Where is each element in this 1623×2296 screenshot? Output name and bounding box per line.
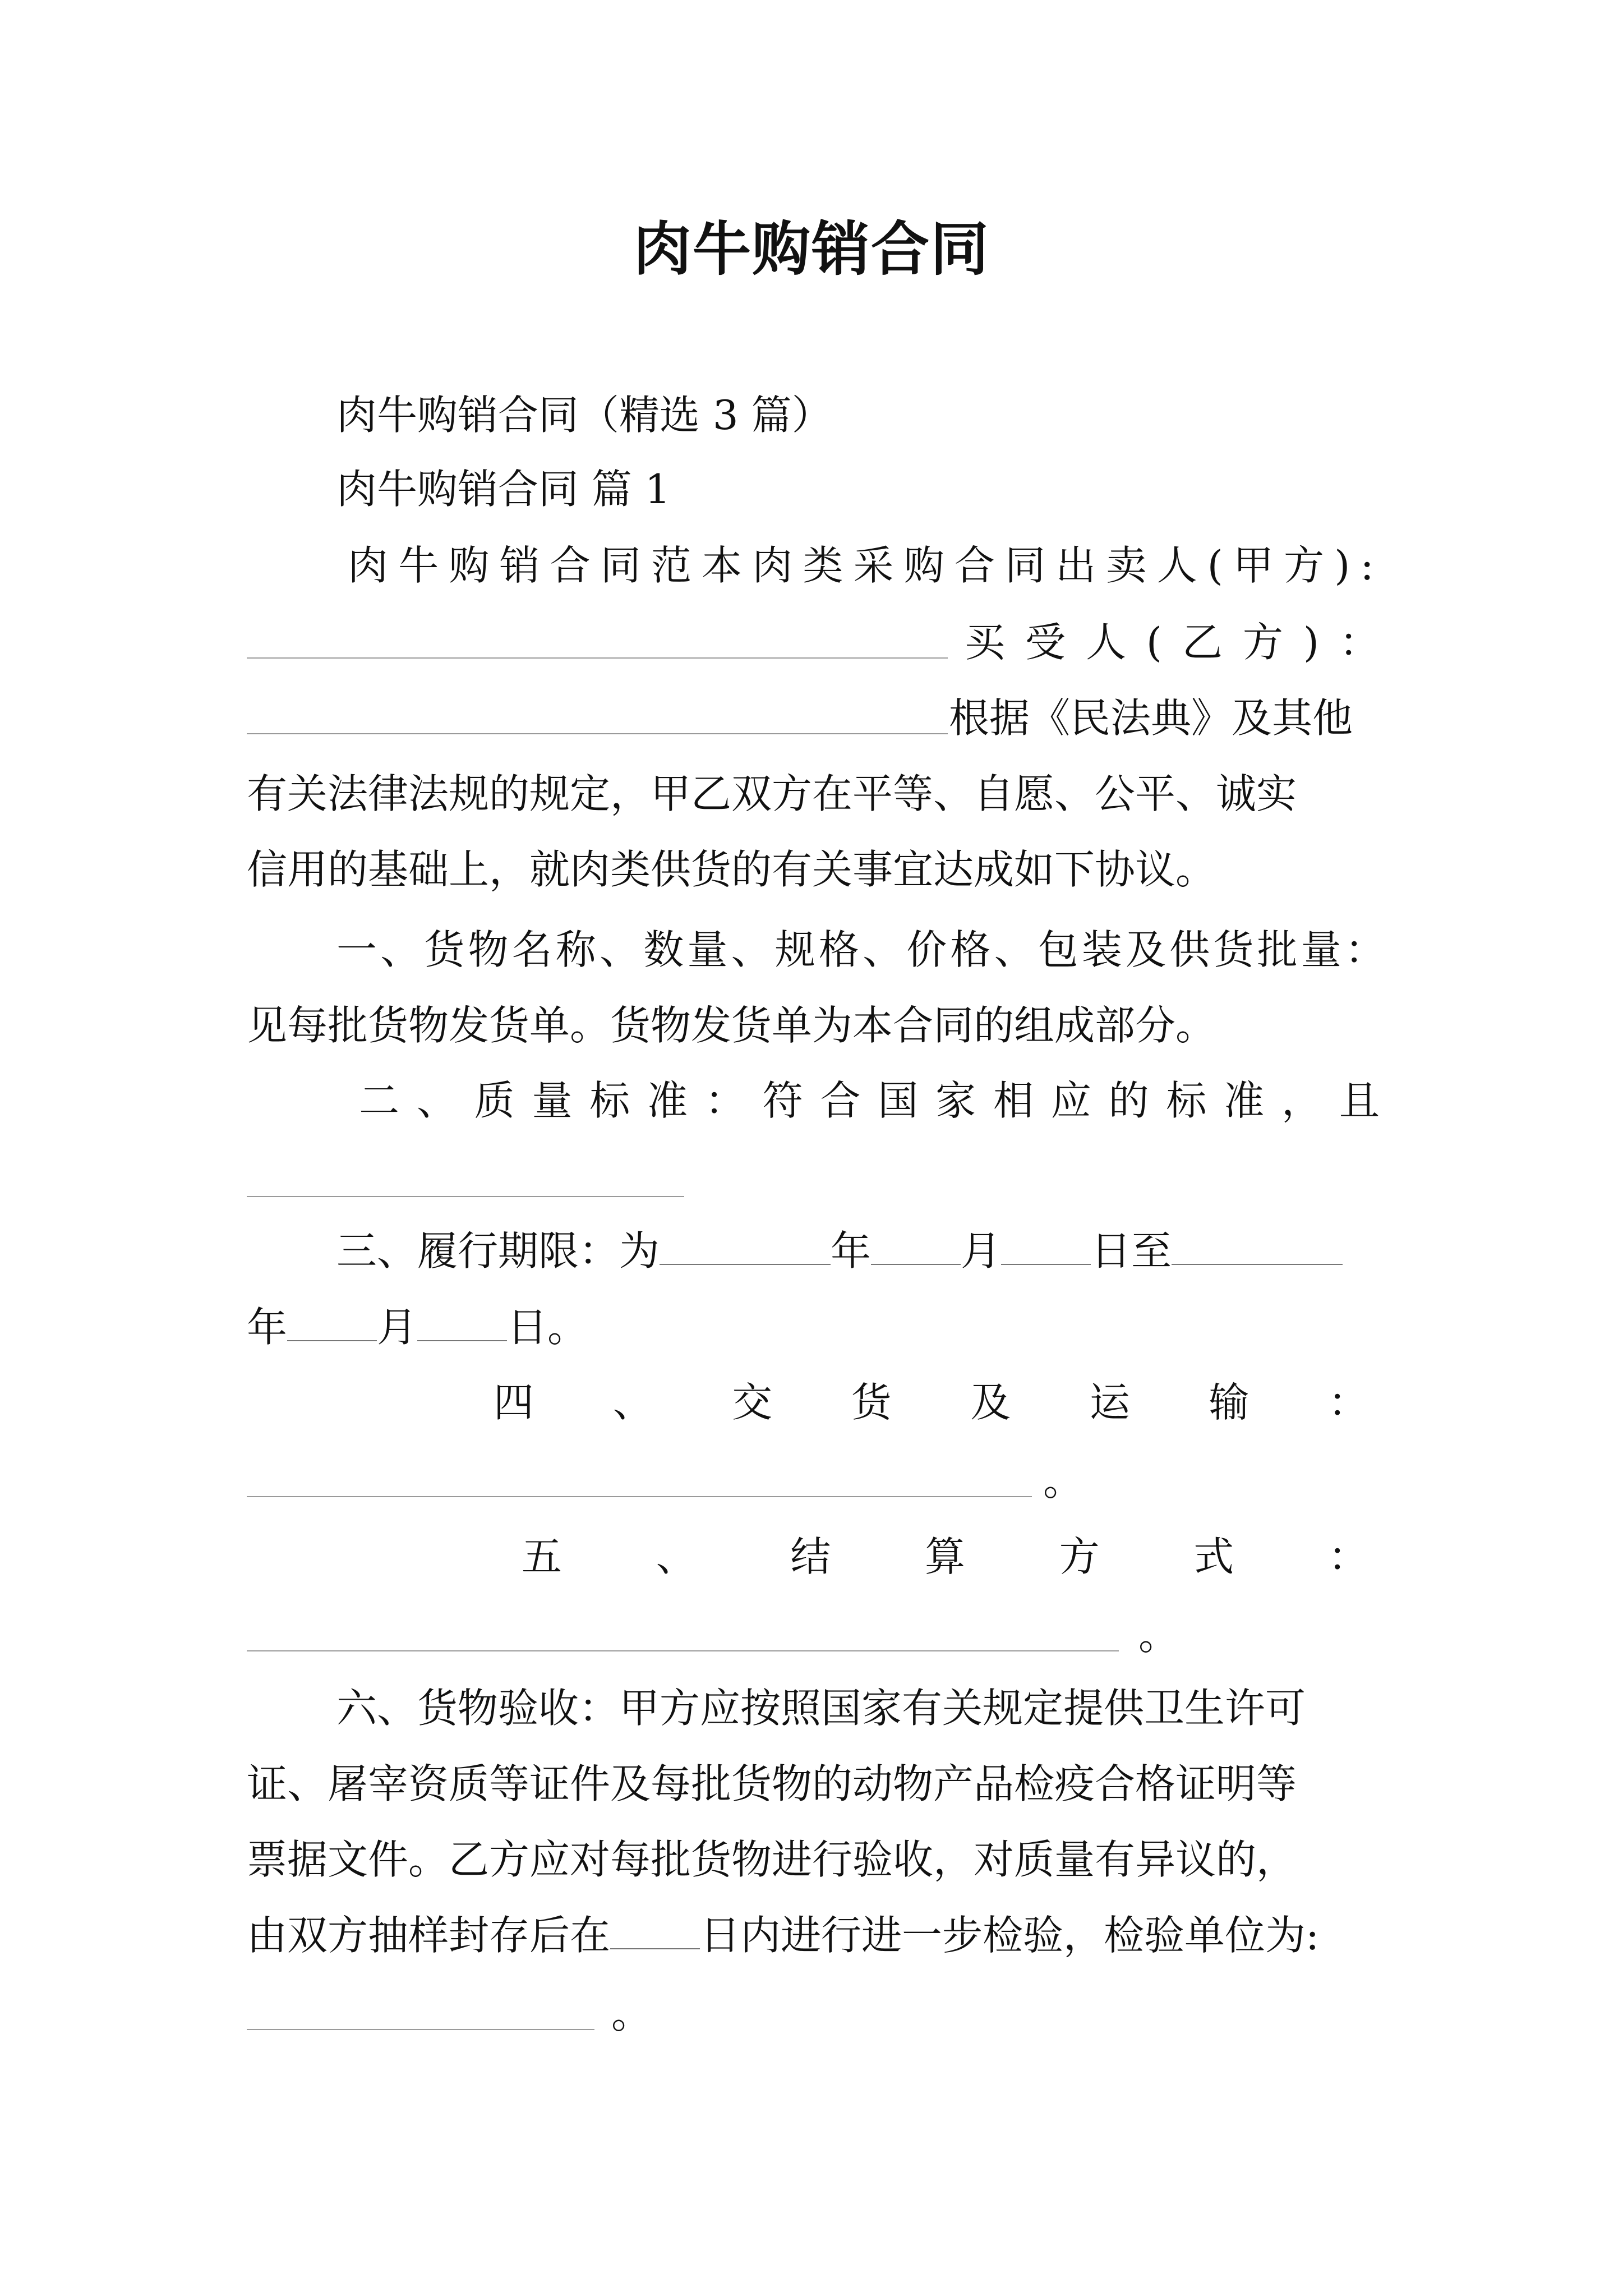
clause-5-char: 算 [924, 1533, 965, 1580]
clause-2-char: ： [704, 1077, 745, 1124]
buyer-char: 受 [1025, 619, 1066, 666]
clause-2-char: 准 [647, 1077, 688, 1124]
clause-2-char: 标 [1166, 1077, 1207, 1124]
clause-5-char: 、 [656, 1533, 697, 1580]
clause-1-char: 量 [687, 926, 728, 973]
clause-3-line-2 [247, 1299, 1385, 1355]
intro-char: 肉 [348, 542, 389, 589]
intro-char: 合 [954, 542, 995, 589]
clause-6-line-1: 六、货物验收：甲方应按照国家有关规定提供卫生许可 [336, 1685, 1306, 1732]
intro-char: 采 [853, 542, 894, 589]
buyer-char: 方 [1242, 619, 1283, 666]
buyer-line [965, 614, 1380, 670]
clause-6-line-2: 证、屠宰资质等证件及每批货物的动物产品检疫合格证明等 [247, 1760, 1297, 1807]
clause-4-char: ： [1327, 1379, 1368, 1426]
clause-1-char: 物 [468, 926, 509, 973]
clause-6-line-4-a: 由双方抽样封存后在 [247, 1912, 611, 1959]
clause-1-char: 、 [600, 926, 640, 973]
start-year-blank [660, 1230, 831, 1265]
clause-4-char: 运 [1089, 1379, 1130, 1426]
clause-1-char: 货 [1213, 926, 1254, 973]
clause-1-line-2: 见每批货物发货单。货物发货单为本合同的组成部分。 [247, 1002, 1216, 1049]
clause-4-char: 交 [732, 1379, 773, 1426]
clause-4-blank [247, 1495, 1032, 1497]
intro-char: 人 [1156, 542, 1197, 589]
clause-1-char: 格 [818, 926, 859, 973]
intro-char: 范 [651, 542, 691, 589]
clause-2-char: 国 [878, 1077, 919, 1124]
document-title: 肉牛购销合同 [633, 214, 990, 283]
intro-char: : [1360, 542, 1374, 589]
clause-6-line-4 [247, 1907, 1385, 1963]
intro-char: 购 [449, 542, 490, 589]
clause-2-char: ， [1281, 1077, 1322, 1124]
intro-char: ( [1207, 542, 1223, 589]
end-year-blank [1172, 1230, 1343, 1265]
law-line-2: 有关法律法规的规定，甲乙双方在平等、自愿、公平、诚实 [247, 770, 1297, 817]
buyer-char: 买 [965, 619, 1006, 666]
intro-char: 肉 [752, 542, 793, 589]
intro-char: 同 [600, 542, 641, 589]
intro-char: 出 [1055, 542, 1096, 589]
day-end-label: 日。 [507, 1304, 588, 1351]
clause-5-char: 结 [790, 1533, 831, 1580]
clause-2-char: 应 [1050, 1077, 1091, 1124]
clause-5-char: 五 [522, 1533, 562, 1580]
clause-2-char: 家 [935, 1077, 976, 1124]
start-day-blank [1001, 1230, 1091, 1265]
clause-5-blank [247, 1649, 1119, 1651]
clause-2-blank [247, 1195, 684, 1197]
month-label-2: 月 [377, 1304, 418, 1351]
clause-1-char: 量 [1301, 926, 1341, 973]
clause-4-char: 输 [1209, 1379, 1249, 1426]
clause-4-char: 四 [494, 1379, 534, 1426]
clause-1-char: 格 [950, 926, 991, 973]
intro-char: 类 [803, 542, 843, 589]
seller-blank [247, 656, 948, 659]
clause-6-line-4-b: 日内进行进一步检验，检验单位为: [700, 1912, 1320, 1959]
clause-2-char: 的 [1108, 1077, 1149, 1124]
buyer-char: 乙 [1182, 619, 1223, 666]
clause-1-char: 一 [336, 926, 377, 973]
intro-char: 方 [1284, 542, 1325, 589]
part-heading: 肉牛购销合同 篇 1 [336, 466, 671, 513]
clause-1-char: 、 [994, 926, 1035, 973]
clause-1-char: 数 [643, 926, 684, 973]
clause-1-char: 称 [555, 926, 596, 973]
buyer-char: ： [1339, 619, 1380, 666]
clause-5-period: 。 [1138, 1612, 1179, 1659]
clause-1-char: 供 [1169, 926, 1210, 973]
intro-char: 甲 [1233, 542, 1274, 589]
clause-2-char: 准 [1224, 1077, 1265, 1124]
clause-3-line-1 [336, 1223, 1475, 1279]
law-reference: 根据《民法典》及其他 [949, 694, 1353, 742]
buyer-char: 人 [1085, 619, 1126, 666]
clause-1-char: 及 [1126, 926, 1166, 973]
intro-char: 购 [903, 542, 944, 589]
clause-1-line-1 [336, 922, 1385, 978]
buyer-blank [247, 732, 948, 734]
clause-1-char: 、 [380, 926, 421, 973]
intro-char: 销 [499, 542, 540, 589]
clause-1-char: 价 [906, 926, 947, 973]
clause-3-label: 三、履行期限：为 [336, 1227, 660, 1274]
clause-2-char: 合 [820, 1077, 861, 1124]
clause-4-line-1 [494, 1374, 1368, 1430]
subtitle: 肉牛购销合同（精选 3 篇） [336, 392, 832, 439]
clause-2-char: 质 [474, 1077, 515, 1124]
year-label: 年 [831, 1227, 872, 1274]
intro-char: 本 [702, 542, 743, 589]
clause-2-line-1 [359, 1073, 1380, 1129]
clause-2-char: 量 [532, 1077, 573, 1124]
buyer-char: ) [1303, 619, 1319, 666]
day-to-label: 日至 [1091, 1227, 1172, 1274]
clause-1-char: 名 [511, 926, 552, 973]
clause-4-period: 。 [1043, 1457, 1084, 1504]
clause-2-char: 相 [993, 1077, 1034, 1124]
clause-1-char: ： [1344, 926, 1385, 973]
law-line-3: 信用的基础上，就肉类供货的有关事宜达成如下协议。 [247, 846, 1216, 893]
clause-5-line-1 [522, 1529, 1368, 1585]
inspection-unit-blank [247, 2028, 594, 2030]
clause-2-char: 二 [359, 1077, 400, 1124]
end-day-blank [417, 1306, 507, 1341]
intro-char: 同 [1005, 542, 1046, 589]
intro-char: ) [1334, 542, 1350, 589]
intro-char: 卖 [1106, 542, 1147, 589]
end-month-blank [287, 1306, 377, 1341]
clause-1-char: 规 [774, 926, 815, 973]
clause-4-char: 、 [612, 1379, 653, 1426]
start-month-blank [871, 1230, 961, 1265]
clause-1-char: 装 [1081, 926, 1122, 973]
intro-char: 牛 [398, 542, 439, 589]
clause-5-char: 式 [1193, 1533, 1234, 1580]
clause-1-char: 批 [1257, 926, 1298, 973]
clause-2-char: 标 [589, 1077, 630, 1124]
clause-2-char: 符 [762, 1077, 803, 1124]
year-label-2: 年 [247, 1304, 288, 1351]
clause-1-char: 货 [424, 926, 465, 973]
intro-line [348, 537, 1374, 593]
clause-4-char: 货 [851, 1379, 892, 1426]
clause-1-char: 包 [1038, 926, 1078, 973]
clause-5-char: 方 [1059, 1533, 1100, 1580]
clause-2-char: 且 [1339, 1077, 1380, 1124]
buyer-char: ( [1146, 619, 1162, 666]
clause-4-char: 及 [970, 1379, 1011, 1426]
clause-6-period: 。 [611, 1990, 652, 2037]
clause-2-char: 、 [416, 1077, 457, 1124]
clause-1-char: 、 [731, 926, 772, 973]
month-label: 月 [961, 1227, 1002, 1274]
intro-char: 合 [550, 542, 591, 589]
clause-6-line-3: 票据文件。乙方应对每批货物进行验收，对质量有异议的， [247, 1836, 1297, 1883]
inspection-days-blank [610, 1915, 700, 1949]
clause-1-char: 、 [863, 926, 903, 973]
clause-5-char: ： [1327, 1533, 1368, 1580]
